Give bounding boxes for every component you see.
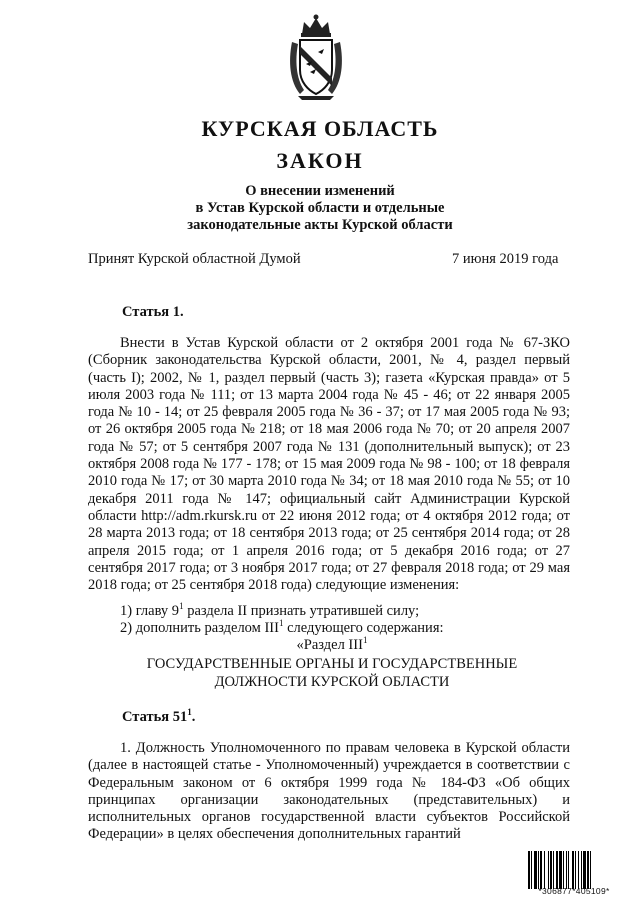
subtitle-line: в Устав Курской области и отдельные [195,200,445,216]
article-51-text: 1. Должность Уполномоченного по правам человека в Курской области (далее в настоящей статье - Уполномоченный) учреждается в соответствии с Федеральным законом от 6 октября 1999 года № 184-ФЗ «Об общих принципах организации законодательных (представительных) и исполнительных органов государственной власти субъектов Российской Федерации» в целях обеспечения дополнительных гарантий [88,740,570,843]
article-51-body [88,740,570,844]
section-label-superscript: 1 [362,635,368,646]
amendment-item-1 [120,603,419,620]
article-51-heading-end: . [191,709,196,725]
article-51-heading [122,709,195,726]
new-section-label [0,637,640,654]
new-section-title [0,656,640,691]
region-title: КУРСКАЯ ОБЛАСТЬ [201,116,439,141]
amendment-item-2 [120,620,444,637]
barcode-number: *306877*405109* [538,886,610,896]
coat-of-arms-emblem [284,12,348,100]
adoption-date: 7 июня 2019 года [452,251,559,267]
article-51-heading-text: Статья 51 [122,709,188,725]
item-superscript: 1 [179,601,184,612]
subtitle-line: О внесении изменений [245,183,395,199]
item-superscript: 1 [278,618,284,629]
document-type-title: ЗАКОН [276,148,364,173]
section-title-line: ГОСУДАРСТВЕННЫЕ ОРГАНЫ И ГОСУДАРСТВЕННЫЕ [146,656,518,672]
item-text: следующего содержания: [283,620,444,636]
section-title-line: ДОЛЖНОСТИ КУРСКОЙ ОБЛАСТИ [214,673,450,690]
subtitle-line: законодательные акты Курской области [187,217,453,233]
item-text: 2) дополнить разделом III [120,620,279,636]
barcode-image [528,851,620,889]
item-text: раздела II признать утратившей силу; [183,603,420,619]
item-text: 1) главу 9 [120,603,180,619]
article-1-heading: Статья 1. [122,304,184,320]
adopted-by: Принят Курской областной Думой [88,251,301,267]
section-label-text: «Раздел III [296,637,363,653]
article-51-superscript: 1 [187,707,192,718]
law-subtitle [0,183,640,234]
article-1-text: Внести в Устав Курской области от 2 октября 2001 года № 67-ЗКО (Сборник законодательства Курской области, 2001, № 4, раздел первый (часть I); 2002, № 1, раздел первый (часть 3); газета «Курская правда» от 5 июля 2003 года № 111; от 13 марта 2004 года № 45 - 46; от 22 января 2005 года № 10 - 14; от 25 февраля 2005 года № 36 - 37; от 17 мая 2005 года № 93; от 26 октября 2005 года № 218; от 18 мая 2006 года № 70; от 20 апреля 2007 года № 57; от 5 сентября 2007 года № 131 (дополнительный выпуск); от 23 октября 2008 года № 177 - 178; от 15 мая 2009 года № 98 - 100; от 18 февраля 2010 года № 17; от 30 марта 2010 года № 34; от 18 мая 2010 года № 55; от 10 декабря 2011 года № 147; официальный сайт Администрации Курской области http://adm.rkursk.ru от 22 июня 2012 года; от 4 октября 2012 года; от 28 марта 2013 года; от 18 сентября 2013 года; от 25 сентября 2014 года; от 28 апреля 2015 года; от 1 апреля 2016 года; от 5 декабря 2016 года; от 27 сентября 2017 года; от 3 ноября 2017 года; от 27 февраля 2018 года; от 29 мая 2018 года; от 25 сентября 2018 года) следующие изменения: [88,335,570,594]
article-1-body [88,335,570,594]
